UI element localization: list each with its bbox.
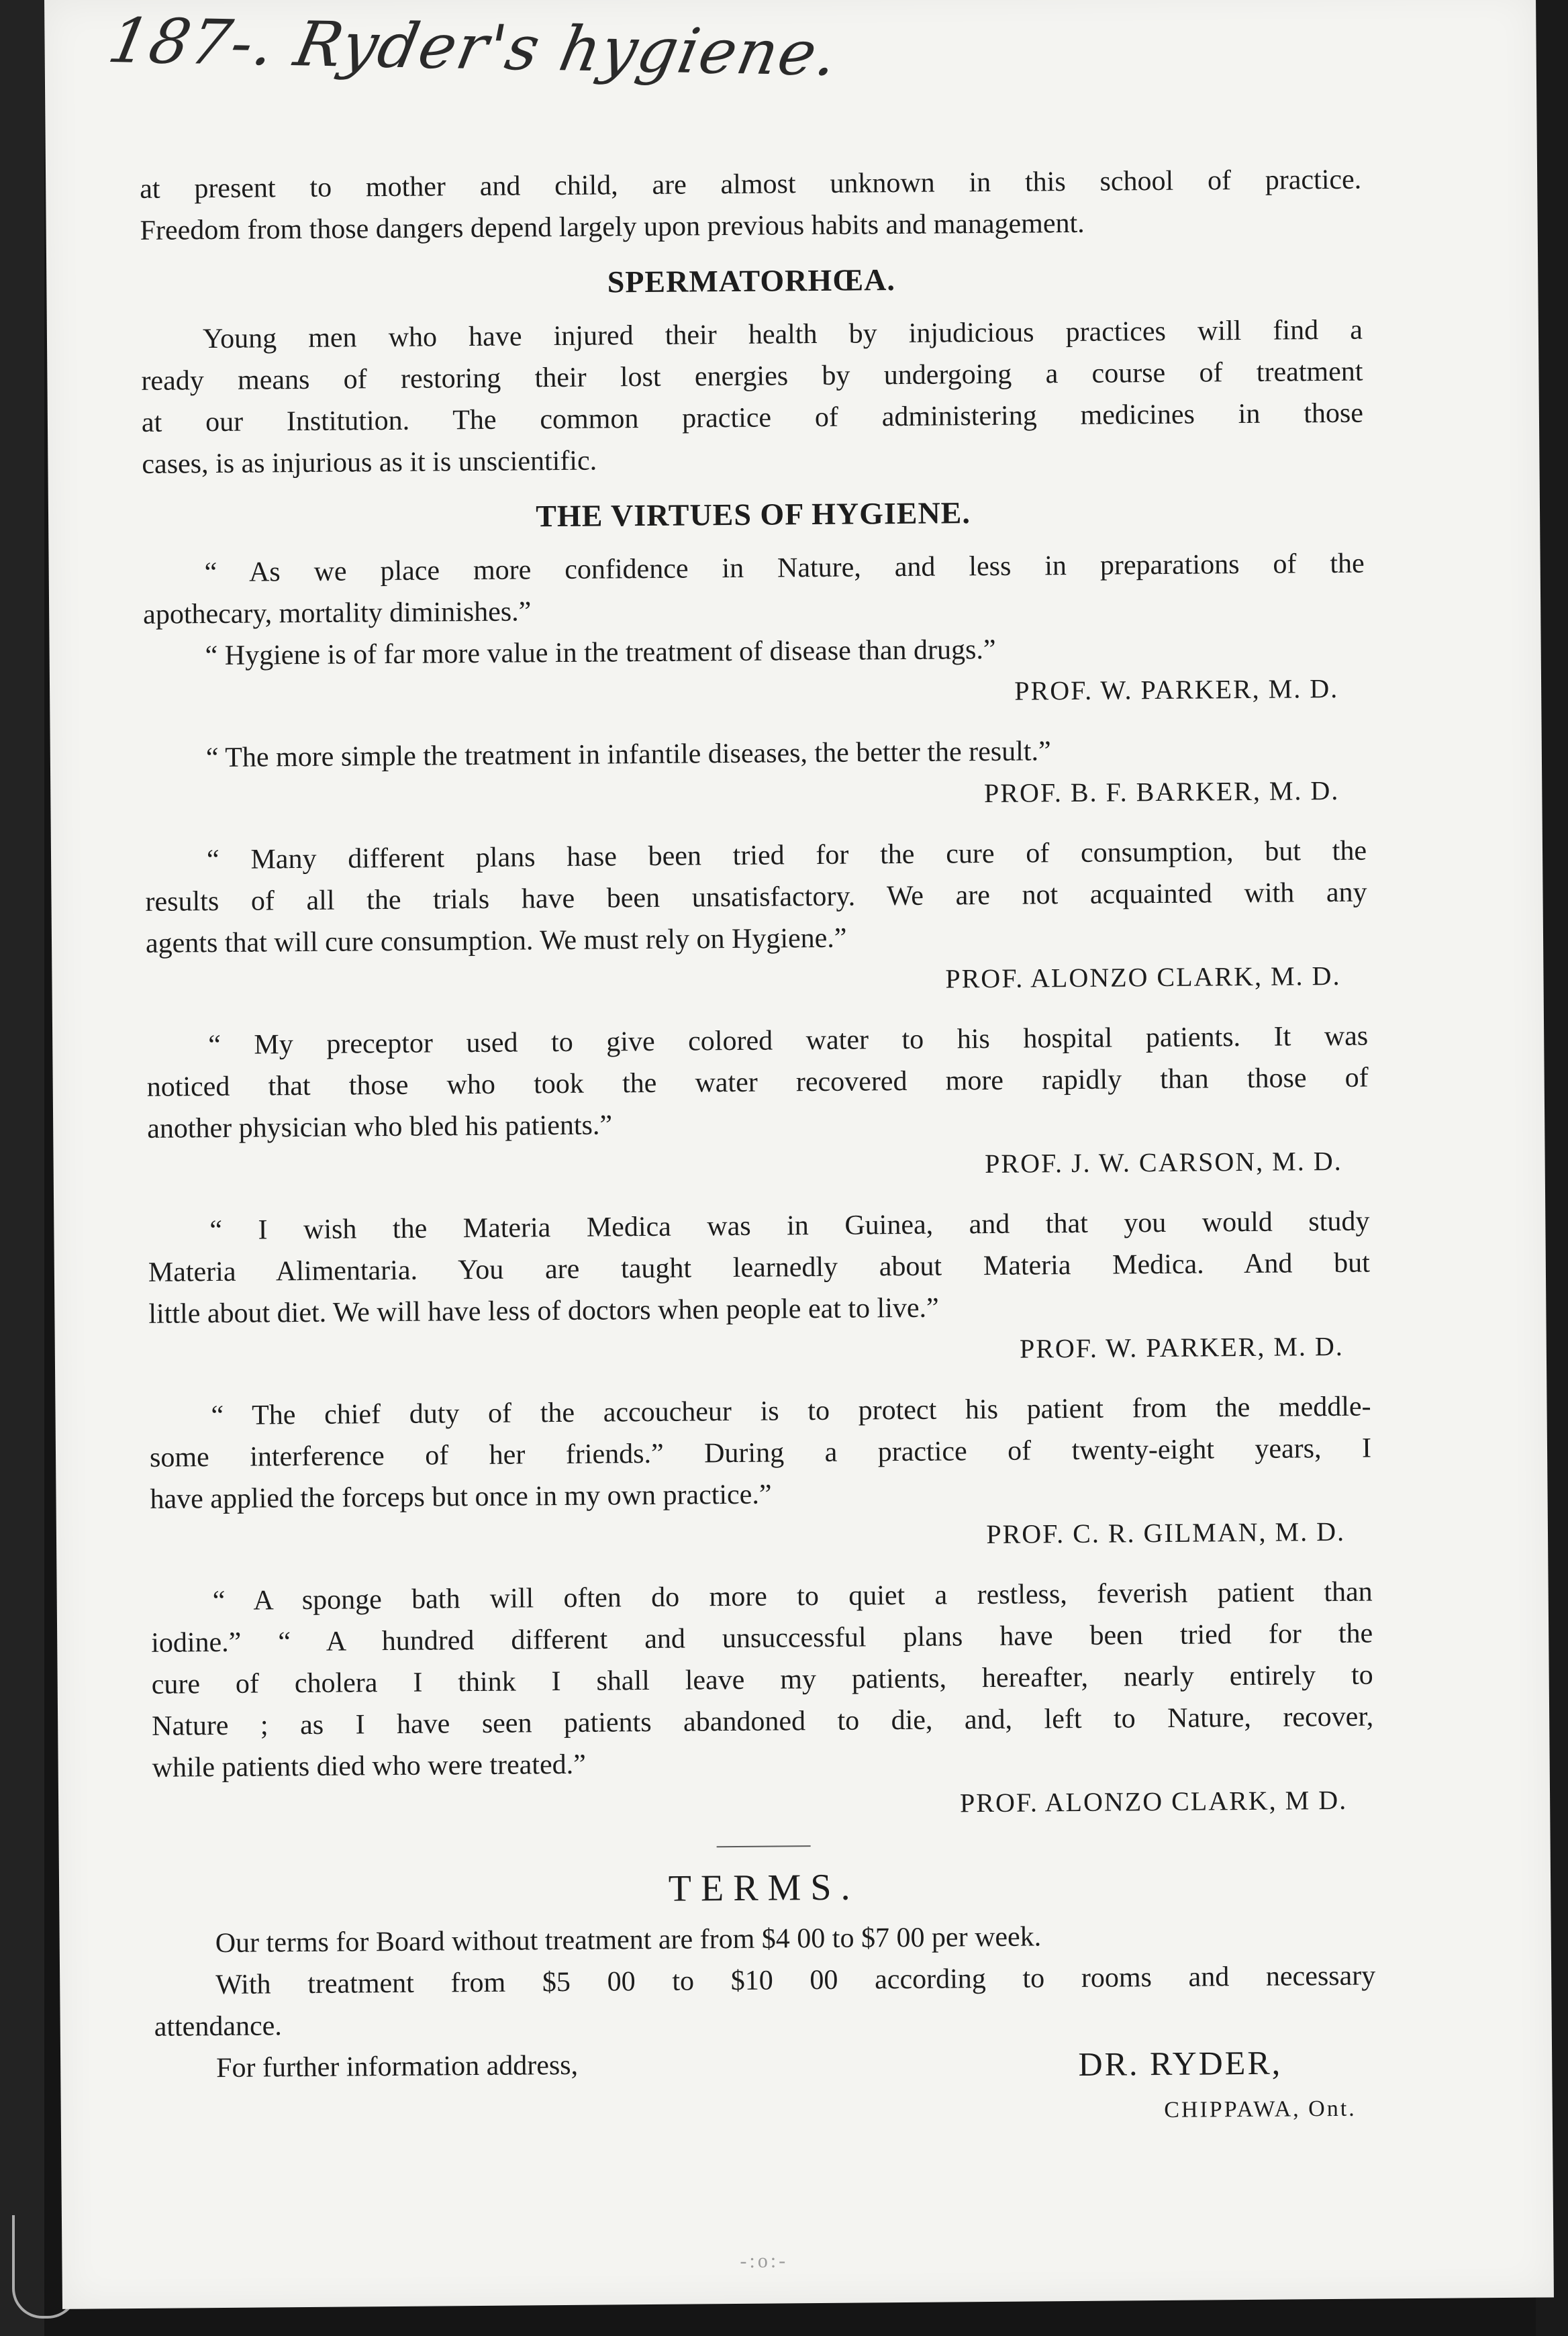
quote-line: agents that will cure consumption. We must rely on Hygiene.” [145, 922, 847, 959]
text-line: cases, is as injurious as it is unscientific. [142, 445, 597, 480]
spermatorrhoea-heading: SPERMATORHŒA. [607, 262, 896, 299]
quote-attribution: PROF. W. PARKER, M. D. [1014, 673, 1339, 706]
signature-place: CHIPPAWA, Ont. [1164, 2096, 1357, 2123]
handwritten-note: 187-. Ryder's hygiene. [103, 5, 845, 90]
terms-line: With treatment from $5 00 to $10 00 according to rooms and necessary [215, 1960, 1376, 2001]
text-line: Young men who have injured their health by injudicious practices will find a [202, 314, 1363, 355]
quote-line: while patients died who were treated.” [152, 1749, 586, 1784]
left-scan-edge [0, 0, 44, 2336]
address-row [154, 2039, 1376, 2090]
quote-attribution: PROF. C. R. GILMAN, M. D. [986, 1516, 1346, 1550]
quote-barker [144, 728, 1367, 821]
text-line: ready means of restoring their lost energies by undergoing a course of treatment [141, 356, 1363, 397]
section-divider [717, 1845, 811, 1847]
quote-line: “ The more simple the treatment in infantile diseases, the better the result.” [205, 736, 1051, 774]
quote-line: results of all the trials have been unsatisfactory. We are not acquainted with any [145, 877, 1367, 918]
quote-line: Nature ; as I have seen patients abandoned to die, and, left to Nature, recover, [152, 1701, 1374, 1742]
quote-attribution: PROF. ALONZO CLARK, M. D. [945, 960, 1341, 994]
quote-line: have applied the forceps but once in my own practice.” [150, 1479, 772, 1515]
text-line: at present to mother and child, are almost unknown in this school of practice. [140, 164, 1362, 205]
quote-line: “ My preceptor used to give colored water to his hospital patients. It was [208, 1020, 1369, 1061]
quote-carson [146, 1016, 1369, 1191]
quote-line: Materia Alimentaria. You are taught learnedly about Materia Medica. And but [148, 1247, 1371, 1288]
virtues-heading: THE VIRTUES OF HYGIENE. [536, 495, 971, 534]
quote-line: “ The chief duty of the accoucheur is to protect his patient from the meddle- [211, 1391, 1371, 1432]
quote-line: “ Many different plans hase been tried for the cure of consumption, but the [206, 835, 1367, 876]
quote-line: some interference of her friends.” During a practice of twenty-eight years, I [149, 1432, 1372, 1473]
quote-parker-1 [142, 543, 1365, 719]
quote-line: “ As we place more confidence in Nature, and less in preparations of the [204, 548, 1365, 589]
quote-line: another physician who bled his patients.” [147, 1110, 613, 1145]
quote-line: “ A sponge bath will often do more to quiet a restless, feverish patient than [212, 1576, 1373, 1617]
intro-paragraph [140, 159, 1362, 252]
quote-attribution: PROF. B. F. BARKER, M. D. [983, 775, 1340, 809]
terms-line: For further information address, [216, 2049, 579, 2084]
terms-line: attendance. [154, 2010, 282, 2043]
quote-parker-2 [148, 1201, 1371, 1377]
quote-attribution: PROF. J. W. CARSON, M. D. [984, 1145, 1342, 1179]
terms-line: Our terms for Board without treatment are from $4 00 to $7 00 per week. [215, 1921, 1042, 1959]
terms-heading: TERMS. [668, 1866, 860, 1910]
quote-line: “ I wish the Materia Medica was in Guinea, and that you would study [209, 1206, 1370, 1247]
text-line: at our Institution. The common practice of administering medicines in those [141, 397, 1364, 438]
spermatorrhoea-paragraph [141, 309, 1364, 485]
quote-clark-1 [145, 830, 1368, 1006]
signature-name: DR. RYDER, [1078, 2043, 1283, 2083]
document-page [44, 0, 1554, 2309]
document-body [140, 159, 1377, 2139]
quote-line: noticed that those who took the water recovered more rapidly than those of [146, 1062, 1369, 1103]
quote-line: apothecary, mortality diminishes.” [143, 596, 532, 630]
text-line: Freedom from those dangers depend largely upon previous habits and management. [140, 207, 1085, 246]
quote-attribution: PROF. ALONZO CLARK, M D. [959, 1784, 1348, 1818]
page-ornament: -:o:- [740, 2249, 789, 2272]
quote-line: cure of cholera I think I shall leave my patients, hereafter, nearly entirely to [151, 1659, 1373, 1700]
quote-clark-2 [150, 1571, 1374, 1831]
quote-line: little about diet. We will have less of doctors when people eat to live.” [148, 1292, 939, 1330]
quote-line: iodine.” “ A hundred different and unsuccessful plans have been tried for the [151, 1618, 1373, 1659]
quote-line: “ Hygiene is of far more value in the treatment of disease than drugs.” [205, 634, 996, 672]
quote-gilman [149, 1386, 1372, 1562]
quote-attribution: PROF. W. PARKER, M. D. [1019, 1330, 1344, 1364]
terms-paragraph [154, 1914, 1377, 2139]
